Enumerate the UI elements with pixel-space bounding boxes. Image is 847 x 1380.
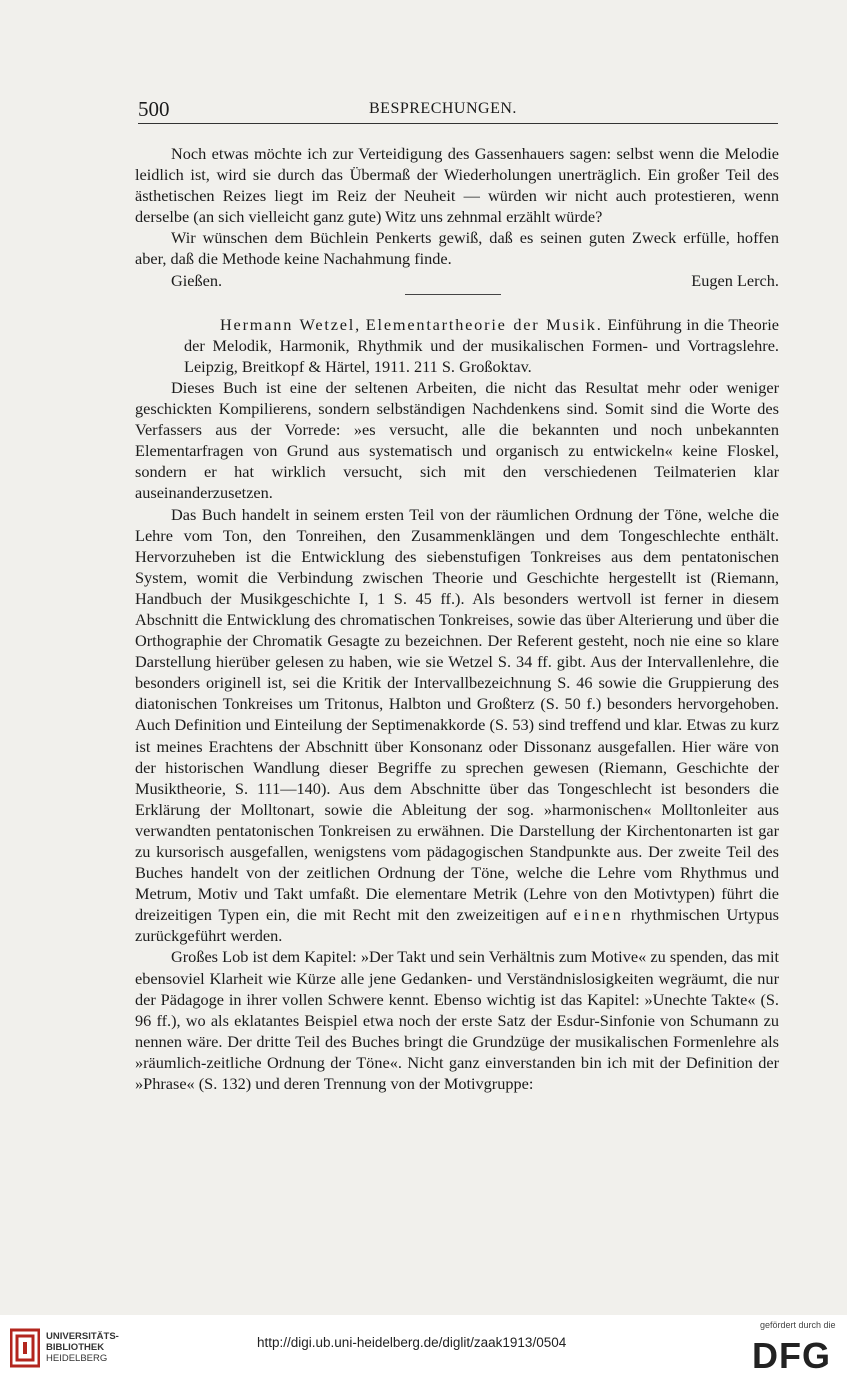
- spaced-emphasis: einen: [573, 905, 624, 925]
- review1-paragraph-2: Wir wünschen dem Büchlein Penkerts gewiß, daß es seinen guten Zweck erfülle, hoffen aber, daß die Methode keine Nachahmung finde.: [135, 228, 779, 269]
- review1-signature: [135, 270, 779, 291]
- funding-label: gefördert durch die: [760, 1320, 836, 1330]
- review2-paragraph-1: Dieses Buch ist eine der seltenen Arbeiten, die nicht das Resultat mehr oder weniger geschickten Kompilierens, sondern selbständigen Nachdenkens sind. Somit sind die Worte des Verfassers aus der Vorrede: »es versucht, alle die bekannten und noch unbekannten Elementarfragen von Grund aus systematisch und organisch zu entwickeln« keine Floskel, sondern er hat wirklich versucht, sich mit den verschiedenen Teilmaterien klar auseinanderzusetzen.: [135, 377, 779, 503]
- logo-line-3: HEIDELBERG: [46, 1353, 108, 1364]
- review2-author: Hermann Wetzel,: [220, 314, 361, 334]
- review2-paragraph-2-text: Das Buch handelt in seinem ersten Teil von der räumlichen Ordnung der Töne, welche die Lehre vom Ton, den Tonreihen, den Zusammenklängen und dem Tongeschlechte enthält. Hervorzuheben ist die Entwicklung des siebenstufigen Tonkreises aus dem pentatonischen System, womit die Verbindung zwischen Theorie und Geschichte hergestellt ist (Riemann, Handbuch der Musikgeschichte I, 1 S. 45 ff.). Als besonders wertvoll ist ferner in diesem Abschnitt die Entwicklung des chromatischen Tonkreises, sowie das über Alterierung und über die Orthographie der Chromatik Gesagte zu bezeichnen. Der Referent gesteht, noch nie eine so klare Darstellung hierüber gelesen zu haben, wie sie Wetzel S. 34 ff. gibt. Aus der Intervallenlehre, die besonders originell ist, sei die Kritik der Intervallbezeichnung S. 46 sowie die Gruppierung des diatonischen Tonkreises um Tritonus, Halbton und Großterz (S. 50 f.) besonders hervorgehoben. Auch Definition und Einteilung der Septimenakkorde (S. 53) sind treffend und klar. Etwas zu kurz ist meines Erachtens der Abschnitt über Konsonanz oder Dissonanz ausgefallen. Hier wäre von der historischen Wandlung dieser Begriffe zu sprechen gewesen (Riemann, Geschichte der Musiktheorie, S. 111—140). Aus dem Abschnitte über das Tongeschlecht ist besonders die Erklärung der Molltonart, sowie die Ableitung der sog. »harmonischen« Molltonleiter aus verwandten pentatonischen Tonkreisen zu erwähnen. Die Darstellung der Kirchentonarten ist gar zu kursorisch ausgefallen, wenigstens vom pädagogischen Standpunkte aus. Der zweite Teil des Buches handelt von der zeitlichen Ordnung der Töne, welche die Lehre vom Rhythmus und Metrum, Motiv und Takt umfaßt. Die elementare Metrik (Lehre von den Motivtypen) führt die dreizeitigen Typen ein, die mit Recht mit den zweizeitigen auf: [135, 504, 779, 925]
- permalink-url[interactable]: http://digi.ub.uni-heidelberg.de/diglit/zaak1913/0504: [257, 1335, 567, 1350]
- review2-paragraph-2: [135, 504, 779, 947]
- review1-paragraph-1: Noch etwas möchte ich zur Verteidigung des Gassenhauers sagen: selbst wenn die Melodie leidlich ist, wird sie durch das Übermaß der Wiederholungen unerträglich. Ein großer Teil des ästhetischen Reizes liegt im Reiz der Neuheit — würden wir nicht auch protestieren, wenn derselbe (an sich vielleicht ganz gute) Witz uns zehnmal erzählt würde?: [135, 144, 779, 227]
- page-header: [138, 97, 778, 125]
- review2-entry-details: Einführung in die Theorie der Melodik, Harmonik, Rhythmik und der musikalischen Formen- und Vortragslehre. Leipzig, Breitkopf & Härtel, 1911. 211 S. Großoktav.: [184, 314, 779, 376]
- signature-place: Gießen.: [171, 270, 223, 290]
- review2-paragraph-3: Großes Lob ist dem Kapitel: »Der Takt und sein Verhältnis zum Motive« zu spenden, das mit ebensoviel Klarheit wie Kürze alle jene Gedanken- und Verständnislosigkeiten wegräumt, die nur der Pädagoge in ihrer vollen Schwere kennt. Ebenso wichtig ist das Kapitel: »Unechte Takte« (S. 96 ff.), wo als eklatantes Beispiel etwa noch der erste Satz der Esdur-Sinfonie von Schumann zu nennen wäre. Der dritte Teil des Buches bringt die Grundzüge der musikalischen Formenlehre als »räumlich-zeitliche Ordnung der Töne«. Nicht ganz einverstanden bin ich mit der Definition der »Phrase« (S. 132) und deren Trennung von der Motivgruppe:: [135, 947, 779, 1094]
- header-rule: [138, 123, 778, 124]
- running-title: BESPRECHUNGEN.: [369, 100, 517, 117]
- library-logo-icon: [10, 1328, 40, 1368]
- logo-line-1: UNIVERSITÄTS-: [46, 1331, 119, 1342]
- review2-paragraph-2-end: rhythmischen Urtypus zurückgeführt werden.: [135, 905, 779, 946]
- page-number: 500: [138, 97, 170, 121]
- dfg-logo[interactable]: DFG: [752, 1335, 831, 1376]
- review2-title: Elementartheorie der Musik.: [365, 314, 603, 334]
- library-logo[interactable]: [10, 1328, 120, 1368]
- section-separator: [405, 294, 501, 295]
- logo-line-2: BIBLIOTHEK: [46, 1342, 105, 1353]
- library-logo-text: [46, 1331, 119, 1364]
- signature-author: Eugen Lerch.: [691, 270, 779, 290]
- review2-bibliographic-entry: [135, 314, 779, 377]
- page-body: [135, 143, 779, 1094]
